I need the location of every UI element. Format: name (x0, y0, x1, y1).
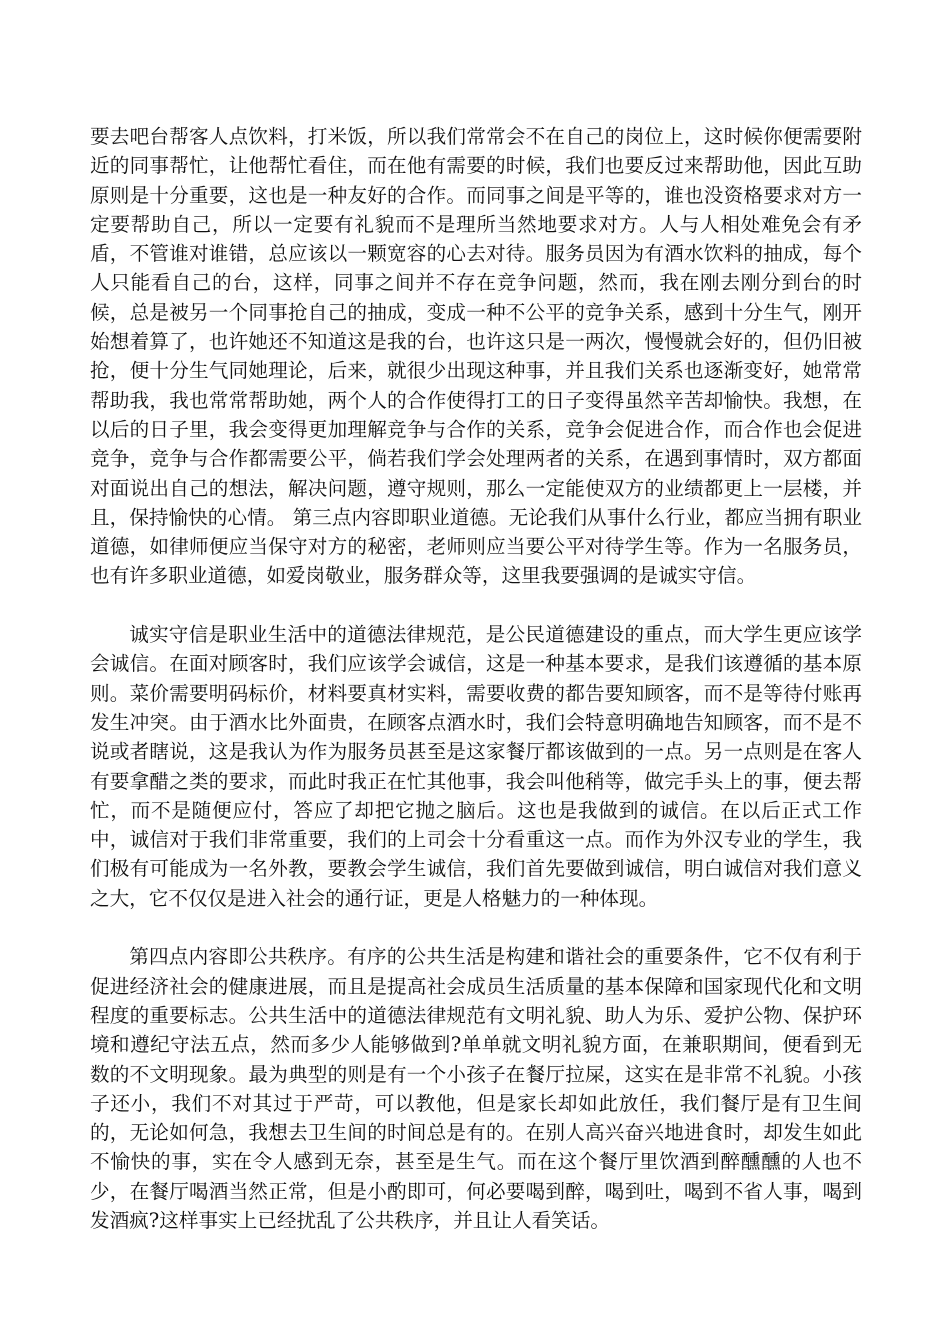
document-body (90, 122, 862, 1235)
paragraph-1: 要去吧台帮客人点饮料，打米饭，所以我们常常会不在自己的岗位上，这时候你便需要附近的同事帮忙，让他帮忙看住，而在他有需要的时候，我们也要反过来帮助他，因此互助原则是十分重要，这也是一种友好的合作。而同事之间是平等的，谁也没资格要求对方一定要帮助自己，所以一定要有礼貌而不是理所当然地要求对方。人与人相处难免会有矛盾，不管谁对谁错，总应该以一颗宽容的心去对待。服务员因为有酒水饮料的抽成，每个人只能看自己的台，这样，同事之间并不存在竞争问题，然而，我在刚去刚分到台的时候，总是被另一个同事抢自己的抽成，变成一种不公平的竞争关系，感到十分生气，刚开始想着算了，也许她还不知道这是我的台，也许这只是一两次，慢慢就会好的，但仍旧被抢，便十分生气同她理论，后来，就很少出现这种事，并且我们关系也逐渐变好，她常常帮助我，我也常常帮助她，两个人的合作使得打工的日子变得虽然辛苦却愉快。我想，在以后的日子里，我会变得更加理解竞争与合作的关系，竞争会促进合作，而合作也会促进竞争，竞争与合作都需要公平，倘若我们学会处理两者的关系，在遇到事情时，双方都面对面说出自己的想法，解决问题，遵守规则，那么一定能使双方的业绩都更上一层楼，并且，保持愉快的心情。 第三点内容即职业道德。无论我们从事什么行业，都应当拥有职业道德，如律师便应当保守对方的秘密，老师则应当要公平对待学生等。作为一名服务员，也有许多职业道德，如爱岗敬业，服务群众等，这里我要强调的是诚实守信。 (90, 125, 862, 588)
paragraph-3: 第四点内容即公共秩序。有序的公共生活是构建和谐社会的重要条件，它不仅有利于促进经济社会的健康进展，而且是提高社会成员生活质量的基本保障和国家现代化和文明程度的重要标志。公共生活中的道德法律规范有文明礼貌、助人为乐、爱护公物、保护环境和遵纪守法五点，然而多少人能够做到?单单就文明礼貌方面，在兼职期间，便看到无数的不文明现象。最为典型的则是有一个小孩子在餐厅拉屎，这实在是非常不礼貌。小孩子还小，我们不对其过于严苛，可以教他，但是家长却如此放任，我们餐厅是有卫生间的，无论如何急，我想去卫生间的时间总是有的。在别人高兴奋兴地进食时，却发生如此不愉快的事，实在令人感到无奈，甚至是生气。而在这个餐厅里饮酒到醉醺醺的人也不少，在餐厅喝酒当然正常，但是小酌即可，何必要喝到醉，喝到吐，喝到不省人事，喝到发酒疯?这样事实上已经扰乱了公共秩序，并且让人看笑话。 (90, 945, 862, 1232)
paragraph-2: 诚实守信是职业生活中的道德法律规范，是公民道德建设的重点，而大学生更应该学会诚信。在面对顾客时，我们应该学会诚信，这是一种基本要求，是我们该遵循的基本原则。菜价需要明码标价，材料要真材实料，需要收费的都告要知顾客，而不是等待付账再发生冲突。由于酒水比外面贵，在顾客点酒水时，我们会特意明确地告知顾客，而不是不说或者瞎说，这是我认为作为服务员甚至是这家餐厅都该做到的一点。另一点则是在客人有要拿醋之类的要求，而此时我正在忙其他事，我会叫他稍等，做完手头上的事，便去帮忙，而不是随便应付，答应了却把它抛之脑后。这也是我做到的诚信。在以后正式工作中，诚信对于我们非常重要，我们的上司会十分看重这一点。而作为外汉专业的学生，我们极有可能成为一名外教，要教会学生诚信，我们首先要做到诚信，明白诚信对我们意义之大，它不仅仅是进入社会的通行证，更是人格魅力的一种体现。 (90, 623, 862, 910)
